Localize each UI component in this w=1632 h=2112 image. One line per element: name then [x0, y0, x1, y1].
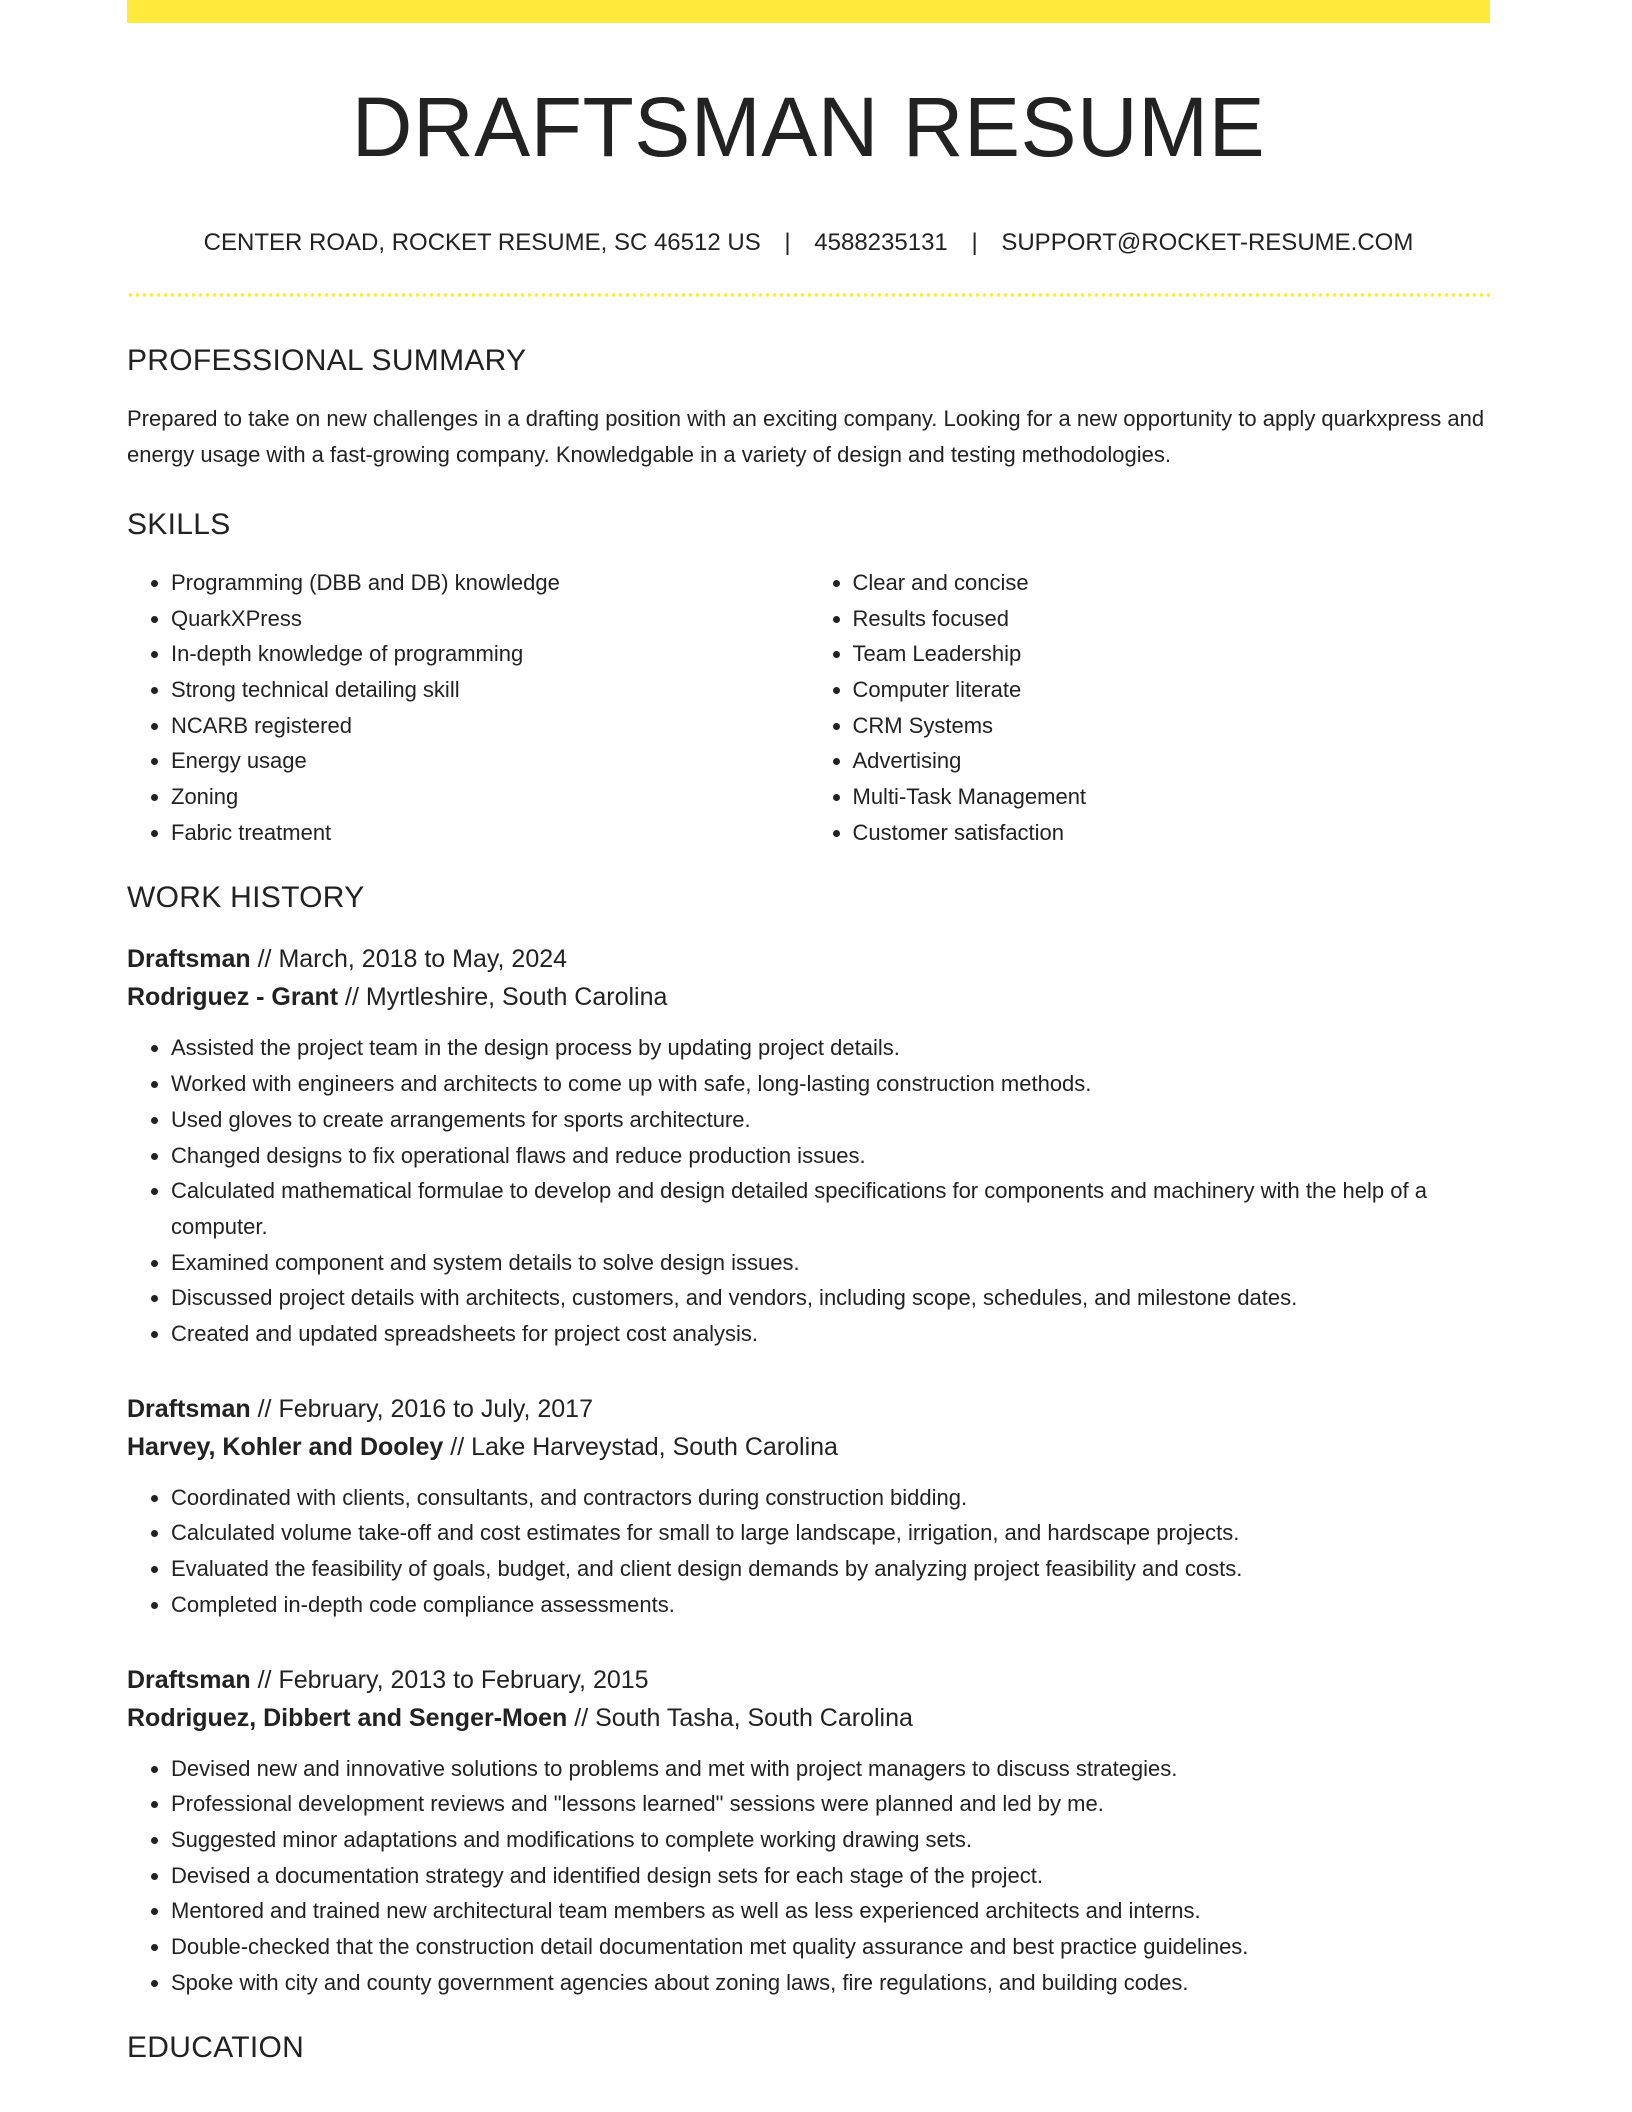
- job-responsibilities: [127, 1480, 1490, 1623]
- job-entry: [127, 940, 1490, 1351]
- job-company: Rodriguez, Dibbert and Senger-Moen: [127, 1703, 568, 1732]
- job-entry: [127, 1661, 1490, 2001]
- job-bullet: • Assisted the project team in the design process by updating project details.: [171, 1030, 1490, 1066]
- job-role: Draftsman: [127, 1394, 251, 1423]
- education-heading: EDUCATION: [127, 2031, 305, 2065]
- job-bullet: • Coordinated with clients, consultants, and contractors during construction bidding.: [171, 1480, 1490, 1516]
- contact-separator: |: [784, 229, 791, 256]
- skills-heading: SKILLS: [127, 507, 231, 541]
- job-dates: // February, 2013 to February, 2015: [250, 1665, 649, 1694]
- skill-item: • Programming (DBB and DB) knowledge: [171, 565, 809, 601]
- job-bullet: • Suggested minor adaptations and modifications to complete working drawing sets.: [171, 1822, 1490, 1858]
- job-bullet: • Evaluated the feasibility of goals, budget, and client design demands by analyzing project feasibility and costs.: [171, 1551, 1490, 1587]
- job-dates: // February, 2016 to July, 2017: [250, 1394, 593, 1423]
- contact-email: SUPPORT@ROCKET-RESUME.COM: [1001, 229, 1414, 256]
- job-bullet: • Double-checked that the construction detail documentation met quality assurance and best practice guidelines.: [171, 1929, 1490, 1965]
- job-company-line: [127, 1699, 1490, 1737]
- job-role: Draftsman: [127, 945, 251, 974]
- top-accent-bar: [127, 0, 1490, 23]
- skill-item: • Computer literate: [853, 672, 1491, 708]
- skill-item: • Strong technical detailing skill: [171, 672, 809, 708]
- job-bullet: • Mentored and trained new architectural team members as well as less experienced architects and interns.: [171, 1893, 1490, 1929]
- dotted-divider: [127, 293, 1490, 297]
- job-company: Harvey, Kohler and Dooley: [127, 1432, 444, 1461]
- job-company-line: [127, 1428, 1490, 1466]
- summary-text: Prepared to take on new challenges in a drafting position with an exciting company. Looking for a new opportunity to apply quarkxpress and energy usage with a fast-growing company. Knowledgable in a variety of design and testing methodologies.: [127, 405, 1485, 467]
- job-bullet: • Devised a documentation strategy and identified design sets for each stage of the project.: [171, 1858, 1490, 1894]
- job-responsibilities: [127, 1030, 1490, 1351]
- work-history-heading: WORK HISTORY: [127, 881, 365, 915]
- job-bullet: • Calculated mathematical formulae to develop and design detailed specifications for components and machinery with the help of a computer.: [171, 1173, 1490, 1244]
- skills-list: [127, 565, 1490, 851]
- skill-item: • Energy usage: [171, 743, 809, 779]
- contact-address: CENTER ROAD, ROCKET RESUME, SC 46512 US: [203, 229, 761, 256]
- job-dates: // March, 2018 to May, 2024: [250, 945, 568, 974]
- job-company: Rodriguez - Grant: [127, 983, 339, 1012]
- skill-item: • Clear and concise: [853, 565, 1491, 601]
- job-company-line: [127, 978, 1490, 1016]
- job-bullet: • Created and updated spreadsheets for project cost analysis.: [171, 1316, 1490, 1352]
- job-bullet: • Worked with engineers and architects to come up with safe, long-lasting construction methods.: [171, 1066, 1490, 1102]
- skill-item: • NCARB registered: [171, 708, 809, 744]
- skill-item: • Advertising: [853, 743, 1491, 779]
- job-bullet: • Devised new and innovative solutions to problems and met with project managers to discuss strategies.: [171, 1751, 1490, 1787]
- job-bullet: • Changed designs to fix operational flaws and reduce production issues.: [171, 1138, 1490, 1174]
- skill-item: • Multi-Task Management: [853, 779, 1491, 815]
- job-bullet: • Calculated volume take-off and cost estimates for small to large landscape, irrigation, and hardscape projects.: [171, 1515, 1490, 1551]
- job-title-line: [127, 940, 1490, 978]
- job-bullet: • Used gloves to create arrangements for sports architecture.: [171, 1102, 1490, 1138]
- job-bullet: • Spoke with city and county government agencies about zoning laws, fire regulations, and building codes.: [171, 1965, 1490, 2001]
- work-history-list: [127, 940, 1490, 2000]
- summary-heading: PROFESSIONAL SUMMARY: [127, 343, 527, 377]
- contact-phone: 4588235131: [814, 229, 948, 256]
- skill-item: • CRM Systems: [853, 708, 1491, 744]
- job-location: // Myrtleshire, South Carolina: [338, 983, 668, 1012]
- job-title-line: [127, 1661, 1490, 1699]
- resume-title: DRAFTSMAN RESUME: [351, 80, 1266, 174]
- job-entry: [127, 1390, 1490, 1623]
- job-responsibilities: [127, 1751, 1490, 2001]
- skills-column-left: [127, 565, 809, 851]
- skill-item: • Team Leadership: [853, 636, 1491, 672]
- skill-item: • In-depth knowledge of programming: [171, 636, 809, 672]
- skill-item: • Results focused: [853, 601, 1491, 637]
- job-role: Draftsman: [127, 1665, 251, 1694]
- skills-column-right: [809, 565, 1491, 851]
- skill-item: • Customer satisfaction: [853, 815, 1491, 851]
- job-bullet: • Discussed project details with architects, customers, and vendors, including scope, schedules, and milestone dates.: [171, 1280, 1490, 1316]
- skill-item: • QuarkXPress: [171, 601, 809, 637]
- job-bullet: • Examined component and system details to solve design issues.: [171, 1245, 1490, 1281]
- job-location: // Lake Harveystad, South Carolina: [443, 1432, 838, 1461]
- job-title-line: [127, 1390, 1490, 1428]
- job-bullet: • Professional development reviews and "lessons learned" sessions were planned and led by me.: [171, 1786, 1490, 1822]
- skill-item: • Fabric treatment: [171, 815, 809, 851]
- contact-separator: |: [971, 229, 978, 256]
- job-bullet: • Completed in-depth code compliance assessments.: [171, 1587, 1490, 1623]
- contact-line: [127, 229, 1490, 258]
- job-location: // South Tasha, South Carolina: [567, 1703, 913, 1732]
- skill-item: • Zoning: [171, 779, 809, 815]
- resume-content: [127, 0, 1490, 2066]
